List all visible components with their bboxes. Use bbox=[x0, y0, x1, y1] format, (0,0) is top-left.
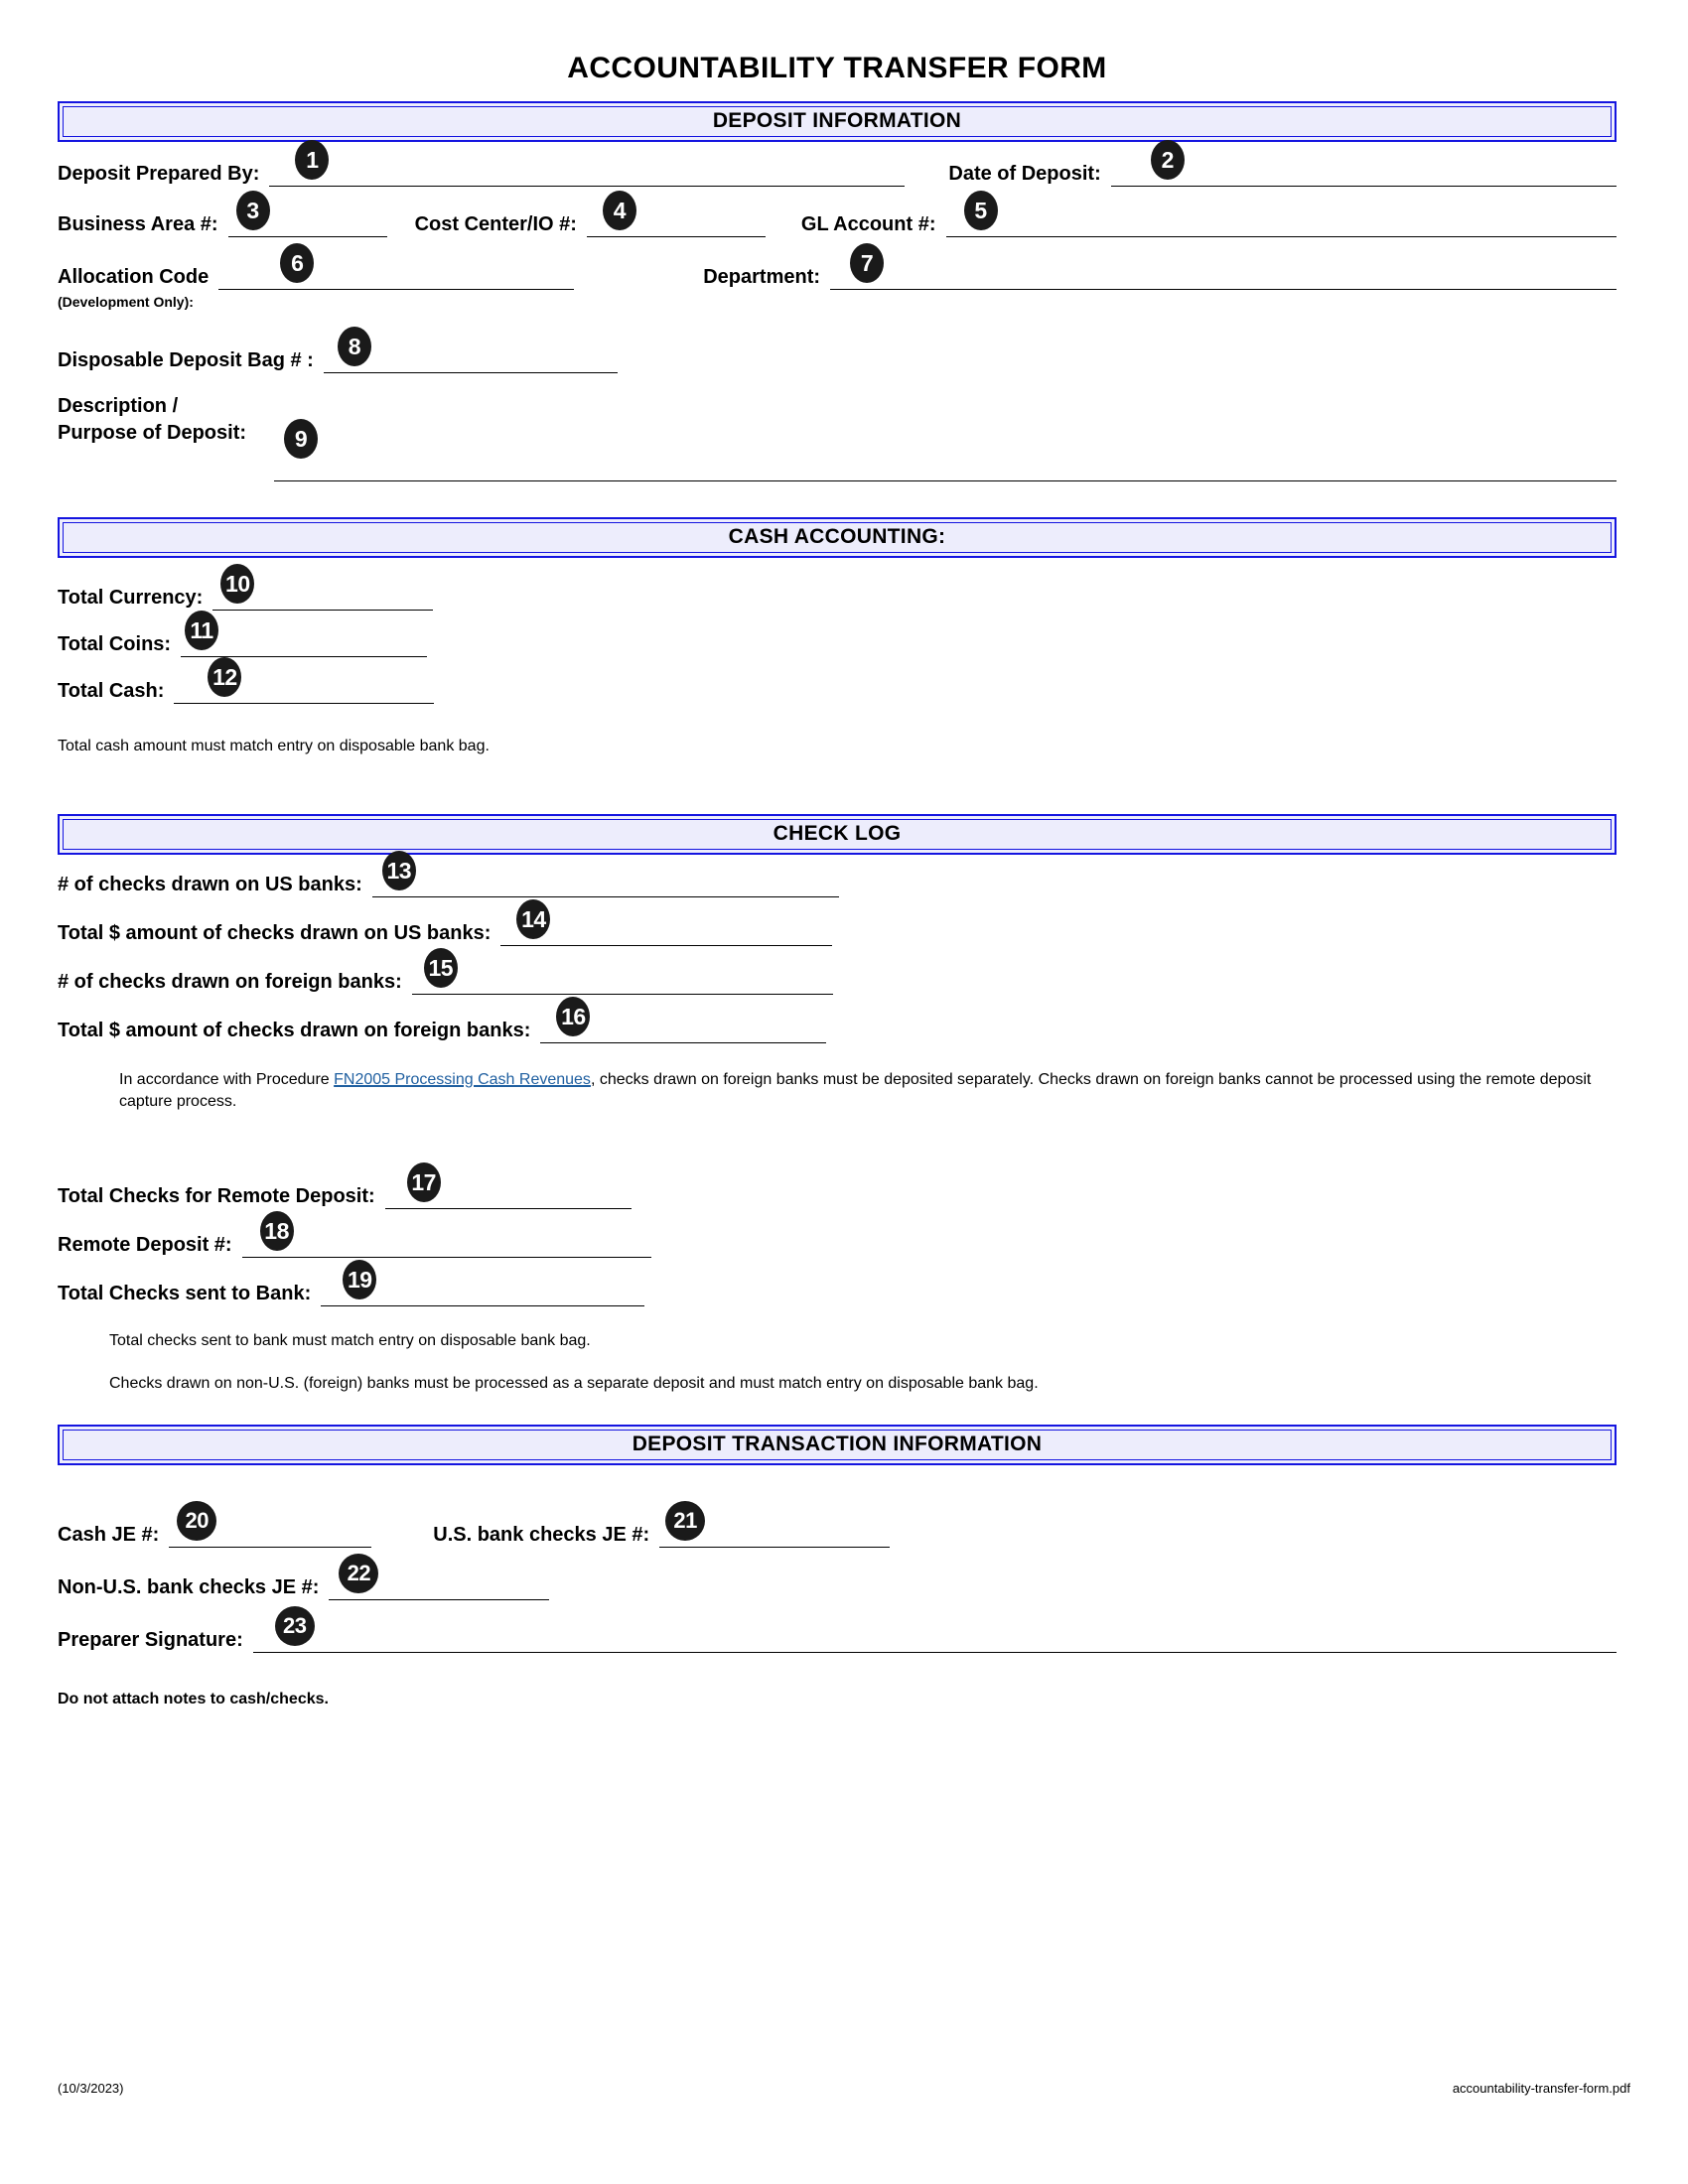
note-do-not-attach: Do not attach notes to cash/checks. bbox=[58, 1690, 329, 1707]
callout-19: 19 bbox=[343, 1260, 376, 1299]
page-footer bbox=[58, 2081, 1630, 2096]
callout-9: 9 bbox=[284, 419, 318, 459]
callout-13: 13 bbox=[382, 851, 416, 890]
footer-file-name: accountability-transfer-form.pdf bbox=[1452, 2081, 1630, 2096]
row-total-currency bbox=[58, 570, 1617, 611]
row-non-us-bank-checks-je bbox=[58, 1560, 1617, 1600]
callout-2: 2 bbox=[1151, 140, 1185, 180]
row-checks-us-amount bbox=[58, 906, 1617, 946]
note-procedure-prefix: In accordance with Procedure bbox=[119, 1071, 335, 1089]
label-checks-us-amount: Total $ amount of checks drawn on US banks: bbox=[58, 922, 492, 945]
section-header-deposit-information bbox=[58, 101, 1617, 142]
callout-1: 1 bbox=[295, 140, 329, 180]
row-checks-foreign-count bbox=[58, 955, 1617, 995]
callout-3: 3 bbox=[236, 191, 270, 230]
label-disposable-deposit-bag: Disposable Deposit Bag # : bbox=[58, 348, 314, 371]
row-total-checks-sent-to-bank bbox=[58, 1266, 1617, 1306]
callout-18: 18 bbox=[260, 1211, 294, 1251]
row-prepared-by-date bbox=[58, 147, 1617, 187]
callout-10: 10 bbox=[220, 564, 254, 604]
note-procedure bbox=[119, 1069, 1617, 1112]
label-business-area: Business Area #: bbox=[58, 213, 218, 236]
field-date-of-deposit[interactable] bbox=[1111, 147, 1617, 187]
page-title: ACCOUNTABILITY TRANSFER FORM bbox=[567, 52, 1107, 84]
field-deposit-prepared-by[interactable] bbox=[269, 147, 905, 187]
form-sheet bbox=[58, 0, 1617, 1708]
callout-16: 16 bbox=[556, 997, 590, 1036]
field-total-coins[interactable] bbox=[181, 616, 427, 657]
callout-21: 21 bbox=[665, 1501, 705, 1541]
field-checks-us-amount[interactable] bbox=[500, 906, 832, 946]
section-header-deposit-information-label: DEPOSIT INFORMATION bbox=[63, 106, 1612, 137]
section-header-check-log bbox=[58, 814, 1617, 855]
callout-11: 11 bbox=[185, 611, 218, 650]
label-total-checks-remote-deposit: Total Checks for Remote Deposit: bbox=[58, 1184, 375, 1207]
callout-12: 12 bbox=[208, 657, 241, 697]
label-non-us-bank-checks-je: Non-U.S. bank checks JE #: bbox=[58, 1575, 320, 1598]
field-cost-center-io[interactable] bbox=[587, 198, 766, 237]
procedure-link[interactable]: FN2005 Processing Cash Revenues bbox=[334, 1071, 591, 1089]
note-checks-sent-match: Total checks sent to bank must match entry on disposable bank bag. bbox=[109, 1331, 591, 1349]
callout-4: 4 bbox=[603, 191, 636, 230]
row-preparer-signature bbox=[58, 1612, 1617, 1653]
row-remote-deposit-number bbox=[58, 1217, 1617, 1258]
row-allocation-department bbox=[58, 250, 1617, 290]
field-preparer-signature[interactable] bbox=[253, 1612, 1617, 1653]
label-allocation-code: Allocation Code bbox=[58, 266, 210, 289]
row-checks-foreign-amount bbox=[58, 1004, 1617, 1043]
field-description-purpose[interactable] bbox=[262, 395, 1617, 481]
field-checks-foreign-amount[interactable] bbox=[540, 1004, 826, 1043]
label-total-currency: Total Currency: bbox=[58, 586, 204, 609]
field-allocation-code[interactable] bbox=[218, 250, 574, 290]
section-header-check-log-label: CHECK LOG bbox=[63, 819, 1612, 850]
callout-20: 20 bbox=[177, 1501, 216, 1541]
callout-17: 17 bbox=[407, 1162, 441, 1202]
label-checks-us-count: # of checks drawn on US banks: bbox=[58, 874, 362, 896]
callout-6: 6 bbox=[280, 243, 314, 283]
label-checks-foreign-count: # of checks drawn on foreign banks: bbox=[58, 971, 402, 994]
callout-23: 23 bbox=[275, 1606, 315, 1646]
label-cost-center-io: Cost Center/IO #: bbox=[414, 213, 577, 236]
field-department[interactable] bbox=[830, 250, 1617, 290]
row-checks-us-count bbox=[58, 858, 1617, 897]
field-total-currency[interactable] bbox=[212, 570, 433, 611]
row-business-cost-gl bbox=[58, 198, 1617, 237]
section-header-deposit-transaction-label: DEPOSIT TRANSACTION INFORMATION bbox=[63, 1430, 1612, 1460]
note-procedure-suffix: , checks drawn on foreign banks must be deposited separately. Checks drawn on foreign banks cannot be processed using the remote deposit capture process. bbox=[119, 1071, 1592, 1110]
field-remote-deposit-number[interactable] bbox=[242, 1217, 651, 1258]
field-total-cash[interactable] bbox=[174, 663, 434, 704]
field-checks-us-count[interactable] bbox=[372, 858, 839, 897]
field-cash-je[interactable] bbox=[169, 1507, 371, 1548]
section-header-cash-accounting bbox=[58, 517, 1617, 558]
field-non-us-bank-checks-je[interactable] bbox=[329, 1560, 549, 1600]
field-total-checks-sent-to-bank[interactable] bbox=[321, 1266, 644, 1306]
label-total-checks-sent-to-bank: Total Checks sent to Bank: bbox=[58, 1282, 312, 1304]
callout-14: 14 bbox=[516, 899, 550, 939]
footer-revision-date: (10/3/2023) bbox=[58, 2081, 124, 2096]
label-remote-deposit-number: Remote Deposit #: bbox=[58, 1233, 232, 1256]
field-total-checks-remote-deposit[interactable] bbox=[385, 1168, 632, 1209]
callout-7: 7 bbox=[850, 243, 884, 283]
label-preparer-signature: Preparer Signature: bbox=[58, 1628, 243, 1651]
label-cash-je: Cash JE #: bbox=[58, 1523, 160, 1546]
row-total-cash bbox=[58, 663, 1617, 704]
row-total-coins bbox=[58, 616, 1617, 657]
label-gl-account: GL Account #: bbox=[800, 213, 936, 236]
field-description-purpose-line[interactable] bbox=[274, 480, 1617, 481]
label-date-of-deposit: Date of Deposit: bbox=[948, 163, 1101, 186]
label-deposit-prepared-by: Deposit Prepared By: bbox=[58, 163, 260, 186]
label-department: Department: bbox=[703, 266, 821, 289]
field-us-bank-checks-je[interactable] bbox=[659, 1507, 890, 1548]
field-business-area[interactable] bbox=[228, 198, 387, 237]
callout-15: 15 bbox=[424, 948, 458, 988]
label-us-bank-checks-je: U.S. bank checks JE #: bbox=[433, 1523, 650, 1546]
label-total-coins: Total Coins: bbox=[58, 632, 172, 655]
label-description-purpose-line1: Description / bbox=[58, 394, 179, 417]
note-cash-match: Total cash amount must match entry on disposable bank bag. bbox=[58, 737, 490, 754]
section-header-cash-accounting-label: CASH ACCOUNTING: bbox=[63, 522, 1612, 553]
callout-22: 22 bbox=[339, 1554, 378, 1593]
label-description-purpose bbox=[58, 395, 246, 446]
label-checks-foreign-amount: Total $ amount of checks drawn on foreign banks: bbox=[58, 1020, 531, 1042]
row-disposable-deposit-bag bbox=[58, 333, 1617, 373]
label-total-cash: Total Cash: bbox=[58, 679, 165, 702]
field-disposable-deposit-bag[interactable] bbox=[324, 333, 618, 373]
row-total-checks-remote-deposit bbox=[58, 1168, 1617, 1209]
row-cash-je-us-checks-je bbox=[58, 1507, 1617, 1548]
callout-5: 5 bbox=[964, 191, 998, 230]
label-allocation-code-sublabel: (Development Only): bbox=[58, 294, 194, 311]
label-description-purpose-line2: Purpose of Deposit: bbox=[58, 421, 247, 444]
note-foreign-separate-deposit: Checks drawn on non-U.S. (foreign) banks must be processed as a separate deposit and must match entry on disposable bank bag. bbox=[109, 1375, 1039, 1393]
field-gl-account[interactable] bbox=[946, 198, 1618, 237]
field-checks-foreign-count[interactable] bbox=[412, 955, 833, 995]
section-header-deposit-transaction bbox=[58, 1425, 1617, 1465]
callout-8: 8 bbox=[338, 327, 371, 366]
row-description-purpose bbox=[58, 395, 1617, 481]
